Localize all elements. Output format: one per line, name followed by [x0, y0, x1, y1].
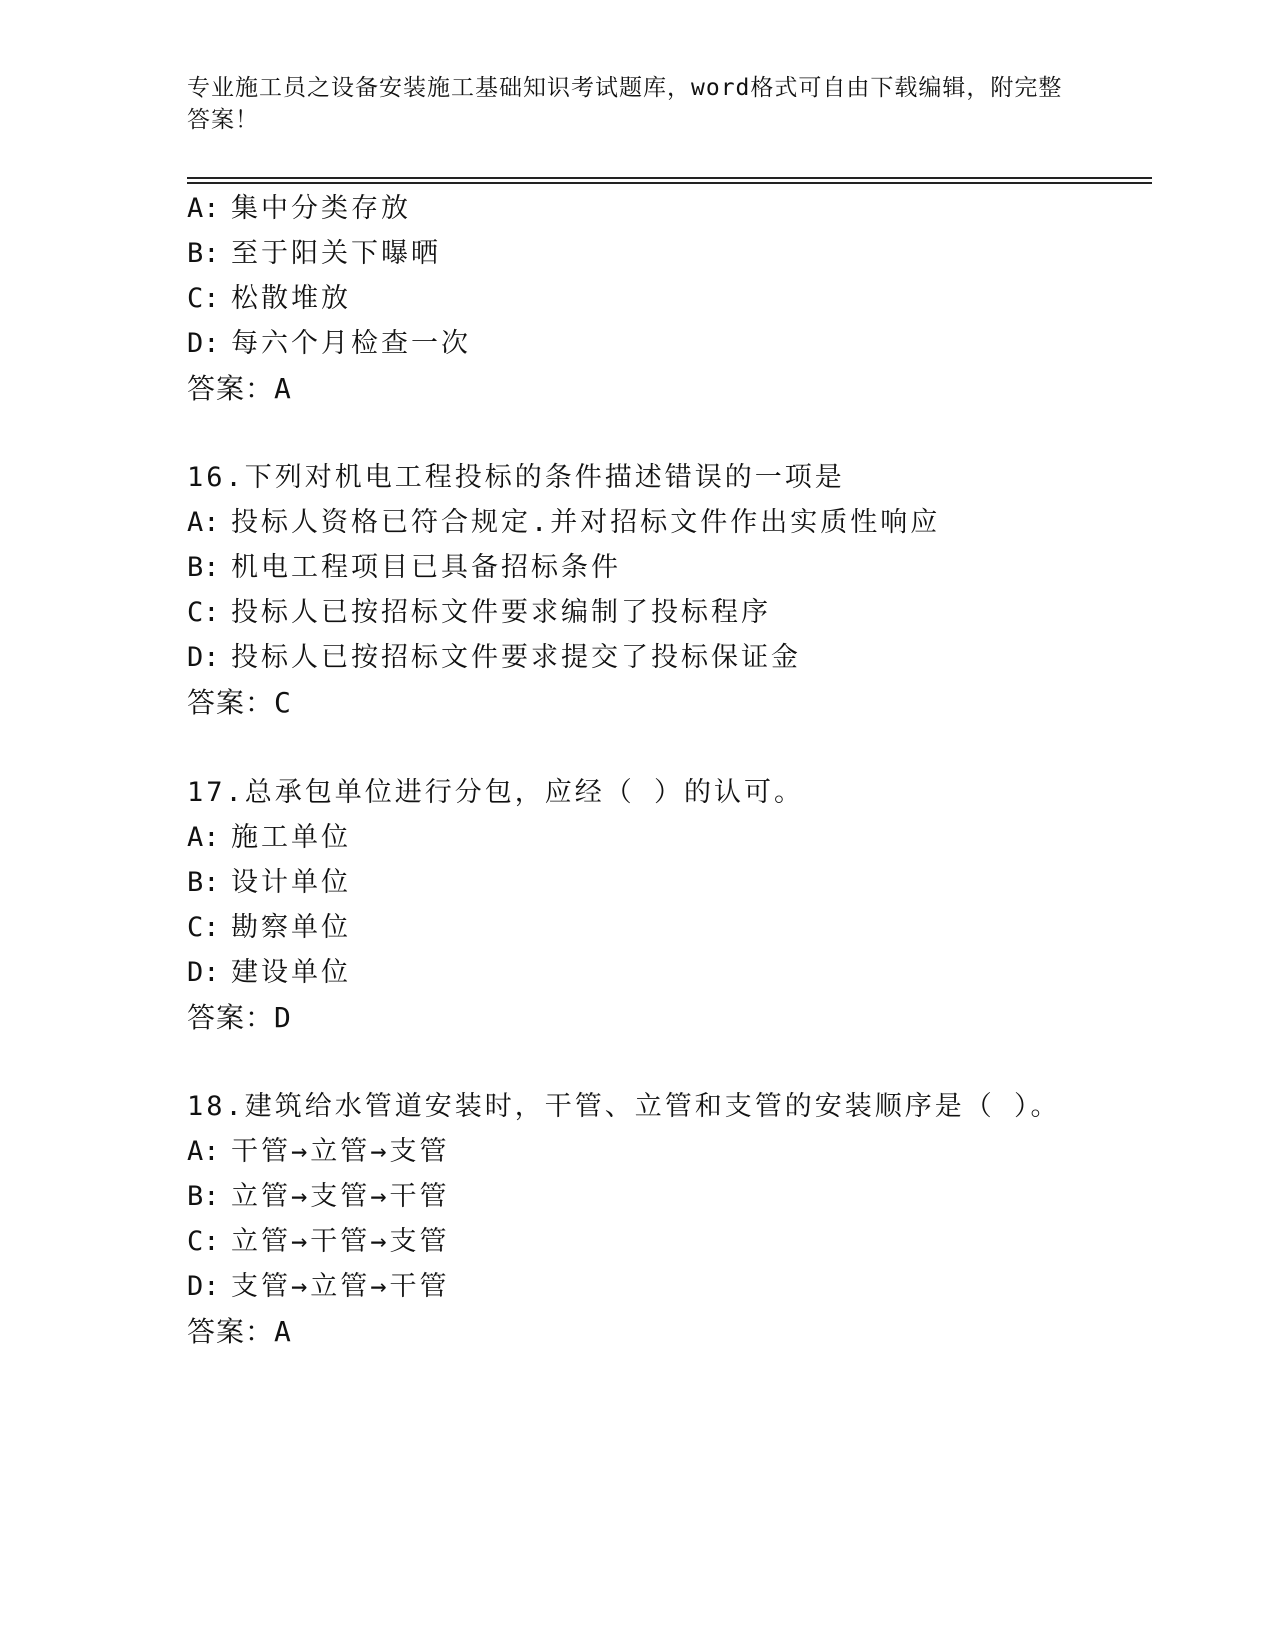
- option-a: [187, 821, 351, 855]
- option-prefix: B:: [187, 867, 220, 898]
- answer-value: A: [274, 1315, 292, 1348]
- answer-value: D: [274, 1001, 292, 1034]
- option-prefix: B:: [187, 552, 220, 583]
- option-text: 投标人资格已符合规定.并对招标文件作出实质性响应: [231, 507, 941, 538]
- option-d: [187, 327, 471, 361]
- option-text: 松散堆放: [231, 283, 351, 314]
- document-header: 专业施工员之设备安装施工基础知识考试题库，word格式可自由下载编辑，附完整答案！: [187, 75, 1063, 133]
- option-text: 至于阳关下曝晒: [231, 238, 441, 269]
- option-b: [187, 551, 621, 585]
- option-prefix: C:: [187, 1226, 220, 1257]
- option-text: 集中分类存放: [231, 193, 411, 224]
- option-prefix: B:: [187, 238, 220, 269]
- answer-label: 答案：: [187, 1315, 275, 1348]
- option-c: [187, 282, 351, 316]
- answer-value: A: [274, 372, 292, 405]
- answer-line: [187, 1001, 292, 1035]
- option-a: [187, 192, 411, 226]
- answer-value: C: [274, 686, 292, 719]
- option-text: 立管→干管→支管: [231, 1226, 450, 1257]
- option-prefix: D:: [187, 1271, 220, 1302]
- option-text: 投标人已按招标文件要求编制了投标程序: [231, 597, 771, 628]
- option-prefix: D:: [187, 328, 220, 359]
- option-prefix: B:: [187, 1181, 220, 1212]
- question-17: 17.总承包单位进行分包，应经（ ）的认可。: [187, 777, 805, 808]
- option-c: [187, 911, 351, 945]
- option-prefix: A:: [187, 507, 220, 538]
- option-text: 勘察单位: [231, 912, 351, 943]
- option-prefix: D:: [187, 642, 220, 673]
- option-text: 投标人已按招标文件要求提交了投标保证金: [231, 642, 801, 673]
- option-b: [187, 1180, 450, 1214]
- option-text: 支管→立管→干管: [231, 1271, 450, 1302]
- option-d: [187, 641, 801, 675]
- option-text: 施工单位: [231, 822, 351, 853]
- answer-line: [187, 372, 292, 406]
- option-text: 每六个月检查一次: [231, 328, 471, 359]
- option-prefix: A:: [187, 822, 220, 853]
- option-prefix: C:: [187, 597, 220, 628]
- option-prefix: C:: [187, 912, 220, 943]
- answer-label: 答案：: [187, 686, 275, 719]
- option-text: 干管→立管→支管: [231, 1136, 450, 1167]
- answer-label: 答案：: [187, 1001, 275, 1034]
- option-text: 建设单位: [231, 957, 351, 988]
- answer-line: [187, 686, 292, 720]
- answer-label: 答案：: [187, 372, 275, 405]
- option-c: [187, 1225, 450, 1259]
- answer-line: [187, 1315, 292, 1349]
- question-16: 16.下列对机电工程投标的条件描述错误的一项是: [187, 462, 845, 493]
- option-b: [187, 237, 441, 271]
- header-divider-top: [187, 177, 1152, 179]
- option-prefix: A:: [187, 1136, 220, 1167]
- header-divider-bottom: [187, 182, 1152, 184]
- option-a: [187, 506, 940, 540]
- question-18: 18.建筑给水管道安装时，干管、立管和支管的安装顺序是（ ）。: [187, 1091, 1061, 1122]
- option-d: [187, 1270, 450, 1304]
- option-prefix: D:: [187, 957, 220, 988]
- option-prefix: C:: [187, 283, 220, 314]
- option-d: [187, 956, 351, 990]
- option-a: [187, 1135, 450, 1169]
- option-c: [187, 596, 771, 630]
- option-text: 机电工程项目已具备招标条件: [231, 552, 621, 583]
- option-text: 立管→支管→干管: [231, 1181, 450, 1212]
- option-text: 设计单位: [231, 867, 351, 898]
- option-prefix: A:: [187, 193, 220, 224]
- option-b: [187, 866, 351, 900]
